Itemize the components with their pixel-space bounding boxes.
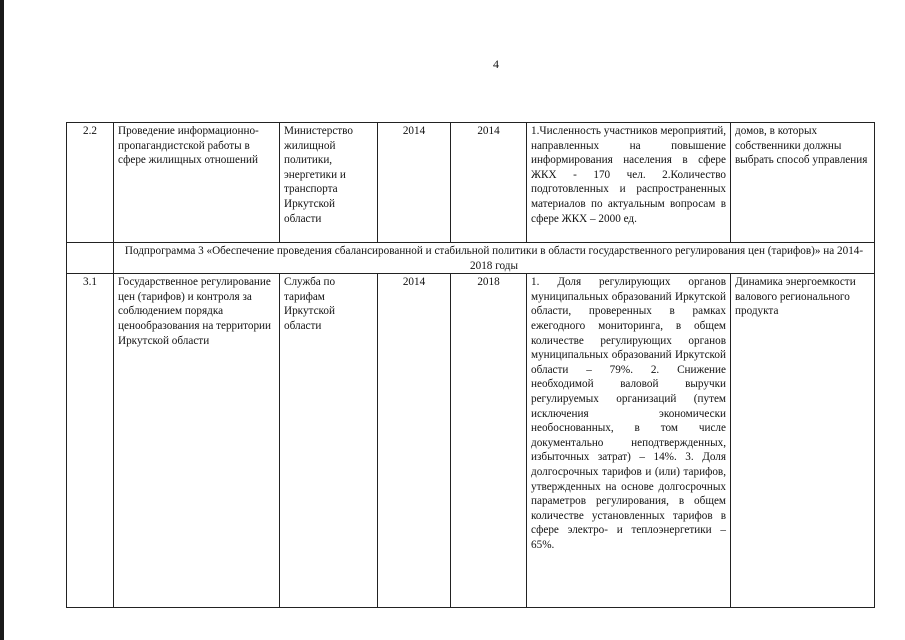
executor: Служба по тарифам Иркутской области	[280, 274, 378, 608]
row-number: 2.2	[67, 123, 114, 243]
indicator: Динамика энергоемкости валового регионального продукта	[731, 274, 875, 608]
indicator: домов, в которых собственники должны выбрать способ управления	[731, 123, 875, 243]
year-end: 2014	[451, 123, 527, 243]
table-row-3-1	[67, 274, 875, 608]
subprogram-empty-cell	[67, 243, 114, 274]
subprogram-title: Подпрограмма 3 «Обеспечение проведения сбалансированной и стабильной политики в области государственного регулирования цен (тарифов)» на 2014-2018 годы	[114, 243, 875, 274]
expected-results: 1.Численность участников мероприятий, направленных на повышение информирования населения в сфере ЖКХ - 170 чел. 2.Количество подготовленных и распространенных материалов по актуальным вопросам в сфере ЖКХ – 2000 ед.	[527, 123, 731, 243]
activity-name: Проведение информационно-пропагандистской работы в сфере жилищных отношений	[114, 123, 280, 243]
table-row-2-2	[67, 123, 875, 243]
year-start: 2014	[378, 123, 451, 243]
expected-results: 1. Доля регулирующих органов муниципальных образований Иркутской области, проверенных в рамках ежегодного мониторинга, в общем количестве регулирующих органов муниципальных образований Иркутской области – 79%. 2. Снижение необходимой валовой выручки регулируемых организаций (путем исключения экономически необоснованных, в том числе документально неподтвержденных, избыточных затрат) – 14%. 3. Доля долгосрочных тарифов и (или) тарифов, утвержденных на основе долгосрочных параметров регулирования, в общем количестве установленных тарифов в сфере электро- и теплоэнергетики – 65%.	[527, 274, 731, 608]
page-number: 4	[493, 57, 499, 71]
executor: Министерство жилищной политики, энергетики и транспорта Иркутской области	[280, 123, 378, 243]
program-table	[66, 122, 875, 608]
subprogram-row	[67, 243, 875, 274]
row-number: 3.1	[67, 274, 114, 608]
year-end: 2018	[451, 274, 527, 608]
scan-left-edge	[0, 0, 4, 640]
year-start: 2014	[378, 274, 451, 608]
activity-name: Государственное регулирование цен (тарифов) и контроля за соблюдением порядка ценообразования на территории Иркутской области	[114, 274, 280, 608]
